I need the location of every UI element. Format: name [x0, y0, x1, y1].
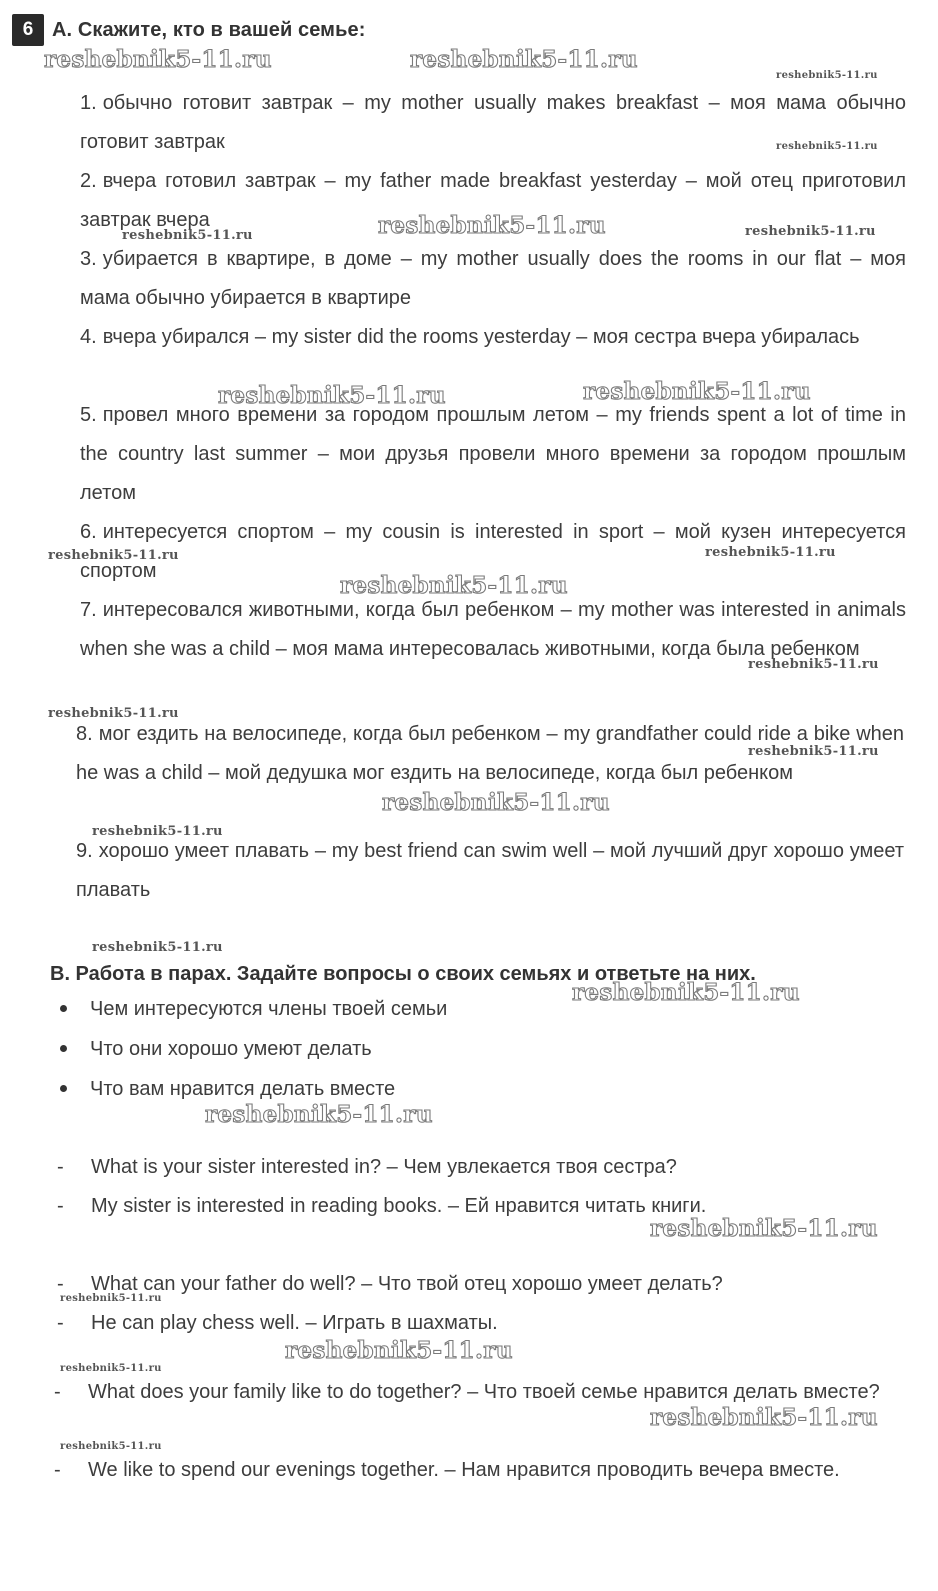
watermark: reshebnik5-11.ru [650, 1215, 878, 1242]
item-number: 8. [76, 723, 93, 745]
item-text: интересуется спортом – my cousin is interested in sport – мой кузен интересуется спортом [80, 521, 906, 582]
watermark: reshebnik5-11.ru [650, 1404, 878, 1431]
watermark: reshebnik5-11.ru [748, 744, 879, 759]
dash-icon: - [54, 1459, 61, 1481]
watermark: reshebnik5-11.ru [572, 979, 800, 1006]
item-text: провел много времени за городом прошлым летом – my friends spent a lot of time in the country last summer – мои друзья провели много времени за городом прошлым летом [80, 404, 906, 504]
dash-icon: - [57, 1195, 64, 1217]
item-text: вчера готовил завтрак – my father made breakfast yesterday – мой отец приготовил завтрак вчера [80, 170, 906, 231]
dialogue-text: What does your family like to do together? – Что твоей семье нравится делать вместе? [88, 1381, 880, 1403]
watermark: reshebnik5-11.ru [205, 1101, 433, 1128]
watermark: reshebnik5-11.ru [92, 940, 223, 955]
dash-icon: - [57, 1156, 64, 1178]
dialogue-text: What can your father do well? – Что твой отец хорошо умеет делать? [91, 1273, 723, 1295]
list-item [76, 832, 904, 910]
section-a-heading: A. Скажите, кто в вашей семье: [52, 18, 366, 41]
watermark: reshebnik5-11.ru [410, 46, 638, 73]
item-number: 5. [80, 404, 97, 426]
item-text: вчера убирался – my sister did the rooms yesterday – моя сестра вчера убиралась [102, 326, 860, 348]
bullet-item [90, 989, 447, 1029]
dialogue-line [57, 1265, 891, 1304]
dialogue-line [54, 1451, 900, 1490]
dash-icon: - [54, 1381, 61, 1403]
dialogue-text: He can play chess well. – Играть в шахматы. [91, 1312, 498, 1334]
watermark: reshebnik5-11.ru [748, 657, 879, 672]
watermark: reshebnik5-11.ru [122, 228, 253, 243]
item-text: обычно готовит завтрак – my mother usually makes breakfast – моя мама обычно готовит завтрак [80, 92, 906, 153]
item-text: убирается в квартире, в доме – my mother usually does the rooms in our flat – моя мама обычно убирается в квартире [80, 248, 906, 309]
watermark: reshebnik5-11.ru [60, 1293, 162, 1304]
watermark: reshebnik5-11.ru [285, 1337, 513, 1364]
watermark: reshebnik5-11.ru [92, 824, 223, 839]
item-text: хорошо умеет плавать – my best friend can swim well – мой лучший друг хорошо умеет плавать [76, 840, 904, 901]
item-number: 1. [80, 92, 97, 114]
item-number: 2. [80, 170, 97, 192]
item-number: 3. [80, 248, 97, 270]
list-item [80, 240, 906, 318]
item-number: 7. [80, 599, 97, 621]
watermark: reshebnik5-11.ru [218, 382, 446, 409]
bullet-text: Что они хорошо умеют делать [90, 1038, 372, 1060]
dialogue-text: My sister is interested in reading books. – Ей нравится читать книги. [91, 1195, 707, 1217]
exercise-number-badge: 6 [12, 14, 44, 46]
watermark: reshebnik5-11.ru [382, 789, 610, 816]
watermark: reshebnik5-11.ru [583, 378, 811, 405]
dash-icon: - [57, 1312, 64, 1334]
watermark: reshebnik5-11.ru [60, 1363, 162, 1374]
watermark: reshebnik5-11.ru [44, 46, 272, 73]
bullet-icon [60, 1045, 67, 1052]
bullet-text: Что вам нравится делать вместе [90, 1078, 396, 1100]
bullet-text: Чем интересуются члены твоей семьи [90, 998, 448, 1020]
item-number: 4. [80, 326, 97, 348]
dash-icon: - [57, 1273, 64, 1295]
bullet-item [90, 1029, 372, 1069]
bullet-icon [60, 1005, 67, 1012]
watermark: reshebnik5-11.ru [776, 70, 878, 81]
exercise-header [12, 14, 365, 46]
list-item [80, 318, 906, 357]
list-item [80, 396, 906, 513]
watermark: reshebnik5-11.ru [776, 141, 878, 152]
dialogue-line [57, 1148, 891, 1187]
item-text: интересовался животными, когда был ребенком – my mother was interested in animals when she was a child – моя мама интересовалась животными, когда была ребенком [80, 599, 906, 660]
item-number: 9. [76, 840, 93, 862]
watermark: reshebnik5-11.ru [60, 1441, 162, 1452]
dialogue-text: We like to spend our evenings together. – Нам нравится проводить вечера вместе. [88, 1459, 840, 1481]
watermark: reshebnik5-11.ru [48, 706, 179, 721]
dialogue-text: What is your sister interested in? – Чем увлекается твоя сестра? [91, 1156, 677, 1178]
watermark: reshebnik5-11.ru [340, 572, 568, 599]
item-text: мог ездить на велосипеде, когда был ребенком – my grandfather could ride a bike when he was a child – мой дедушка мог ездить на велосипеде, когда был ребенком [76, 723, 904, 784]
item-number: 6. [80, 521, 97, 543]
watermark: reshebnik5-11.ru [48, 548, 179, 563]
watermark: reshebnik5-11.ru [378, 212, 606, 239]
section-b-heading: B. Работа в парах. Задайте вопросы о своих семьях и ответьте на них. [50, 963, 756, 985]
watermark: reshebnik5-11.ru [745, 224, 876, 239]
bullet-icon [60, 1085, 67, 1092]
watermark: reshebnik5-11.ru [705, 545, 836, 560]
